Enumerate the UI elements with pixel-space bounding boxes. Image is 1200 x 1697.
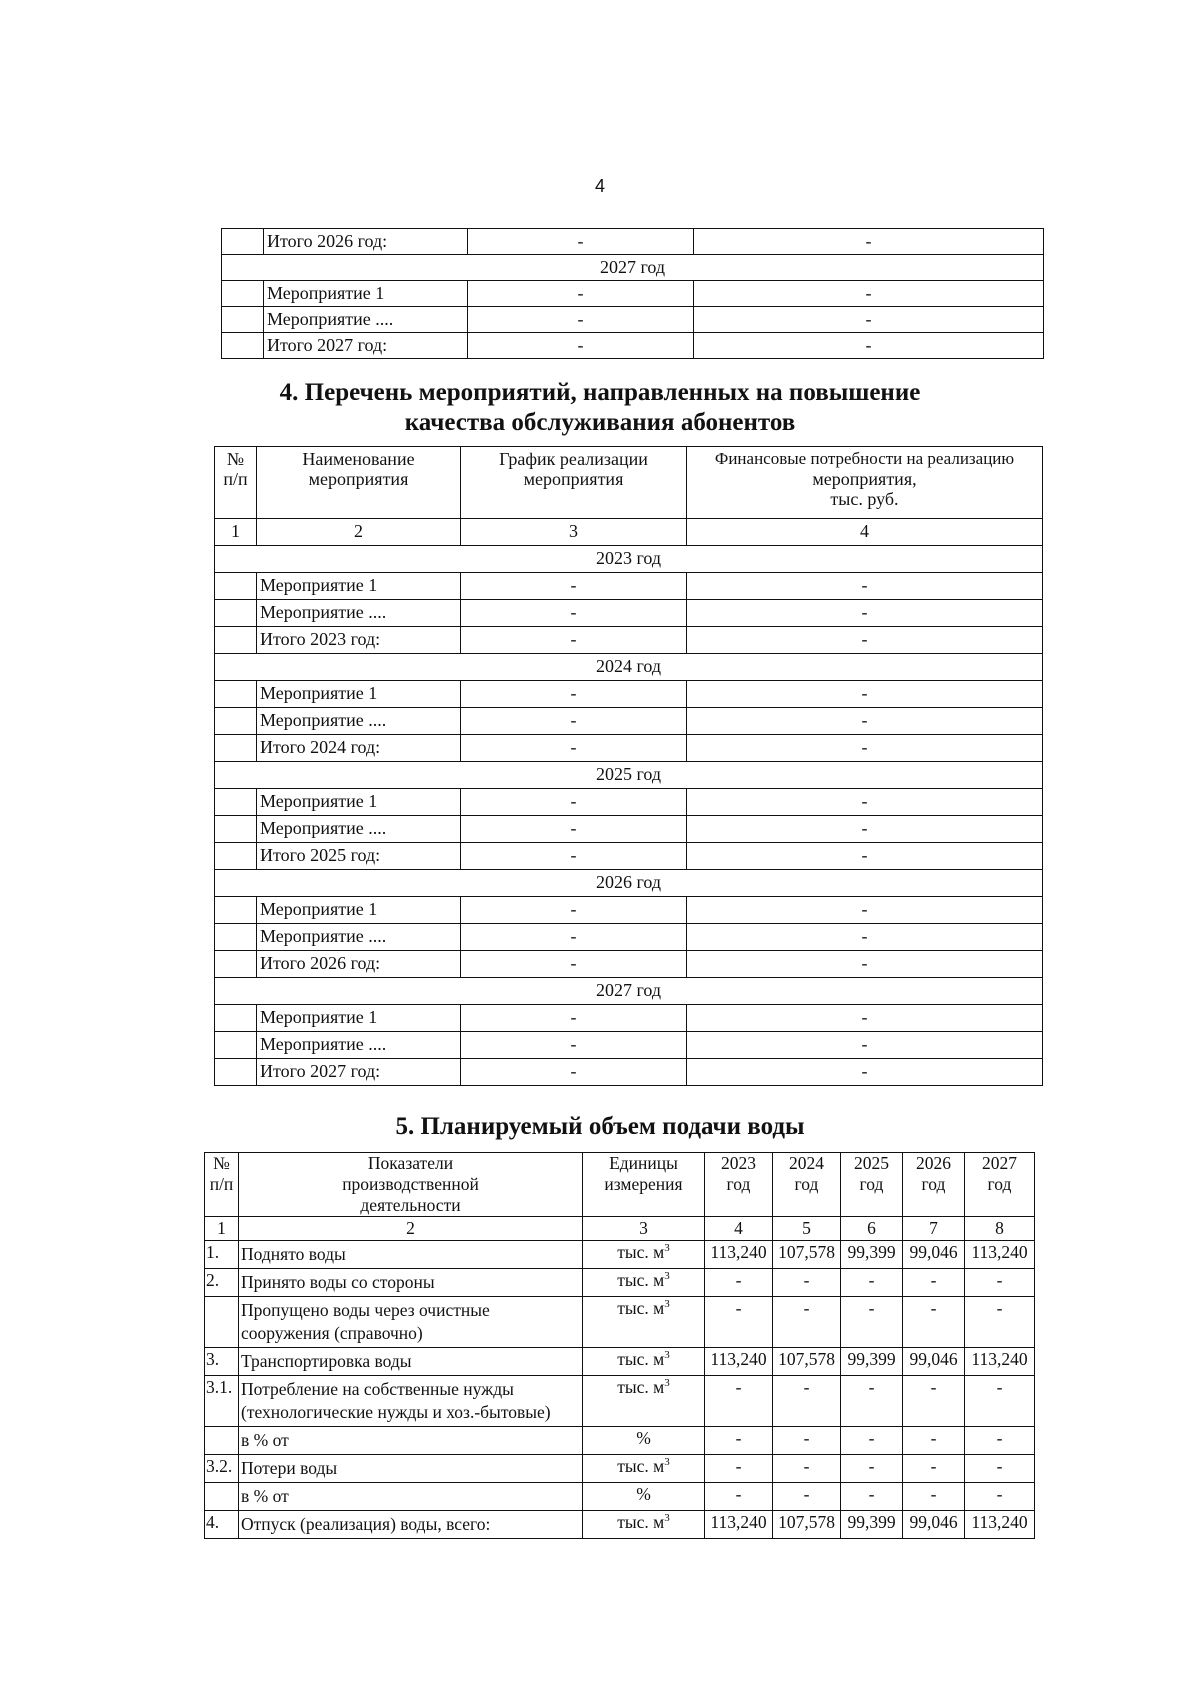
- row-value: 113,240: [965, 1241, 1035, 1269]
- unit-superscript: 3: [664, 1456, 670, 1469]
- row-num-cell: [215, 708, 257, 735]
- unit-text: тыс. м: [617, 1298, 665, 1318]
- table-row: [205, 1511, 1035, 1539]
- year-row: [215, 654, 1043, 681]
- table-row: [215, 897, 1043, 924]
- table-row: [205, 1241, 1035, 1269]
- row-num-cell: [215, 573, 257, 600]
- row-value: -: [705, 1269, 773, 1297]
- row-schedule: -: [461, 789, 687, 816]
- section4-title-line1: 4. Перечень мероприятий, направленных на повышение: [279, 379, 921, 406]
- row-number: [205, 1427, 239, 1455]
- header-schedule: График реализации мероприятия: [461, 447, 687, 519]
- row-name: Мероприятие 1: [257, 897, 461, 924]
- unit-superscript: 3: [664, 1270, 670, 1283]
- row-number: [205, 1297, 239, 1348]
- year-row: [215, 546, 1043, 573]
- year-label: 2026 год: [215, 870, 1043, 897]
- row-number: 2.: [205, 1269, 239, 1297]
- header-finance-line2: мероприятия,: [812, 469, 917, 489]
- row-value: -: [965, 1455, 1035, 1483]
- row-value: -: [705, 1455, 773, 1483]
- row-schedule: -: [468, 281, 694, 307]
- s5-header-num: № п/п: [205, 1153, 239, 1217]
- year-row: [215, 978, 1043, 1005]
- row-finance: -: [694, 333, 1044, 359]
- row-value: -: [773, 1376, 841, 1427]
- row-finance: -: [687, 789, 1043, 816]
- row-value: 113,240: [705, 1511, 773, 1539]
- row-value: 99,046: [903, 1511, 965, 1539]
- row-value: -: [841, 1427, 903, 1455]
- row-finance: -: [687, 627, 1043, 654]
- row-num-cell: [215, 924, 257, 951]
- row-number: 1.: [205, 1241, 239, 1269]
- row-num-cell: [215, 600, 257, 627]
- table-row: [205, 1455, 1035, 1483]
- row-value: 99,046: [903, 1241, 965, 1269]
- row-finance: -: [687, 708, 1043, 735]
- s5-header-indicator: Показатели производственной деятельности: [239, 1153, 583, 1217]
- row-value: -: [965, 1427, 1035, 1455]
- section5-colnum-row: [205, 1217, 1035, 1241]
- section5-table: [204, 1152, 1035, 1539]
- row-num-cell: [222, 229, 264, 255]
- row-value: -: [903, 1297, 965, 1348]
- unit-superscript: 3: [664, 1377, 670, 1390]
- table-row: [205, 1348, 1035, 1376]
- row-schedule: -: [461, 600, 687, 627]
- row-schedule: -: [468, 307, 694, 333]
- row-schedule: -: [461, 681, 687, 708]
- row-schedule: -: [461, 897, 687, 924]
- header-finance-line1: Финансовые потребности на реализацию: [714, 449, 1015, 468]
- row-value: 113,240: [965, 1348, 1035, 1376]
- unit-superscript: 3: [664, 1349, 670, 1362]
- colnum-1: 1: [215, 519, 257, 546]
- row-indicator: Принято воды со стороны: [239, 1269, 583, 1297]
- year-label: 2027 год: [215, 978, 1043, 1005]
- row-indicator: Потребление на собственные нужды (технологические нужды и хоз.-бытовые): [239, 1376, 583, 1427]
- row-value: -: [903, 1269, 965, 1297]
- row-value: -: [841, 1376, 903, 1427]
- table-row: [222, 229, 1044, 255]
- row-finance: -: [687, 573, 1043, 600]
- table-row: [215, 816, 1043, 843]
- row-value: -: [903, 1427, 965, 1455]
- colnum-4: 4: [687, 519, 1043, 546]
- s5-header-year: 2027 год: [965, 1153, 1035, 1217]
- row-unit: [583, 1427, 705, 1455]
- table-row: [205, 1427, 1035, 1455]
- row-value: -: [965, 1269, 1035, 1297]
- row-name: Мероприятие 1: [257, 573, 461, 600]
- section4-table: [214, 446, 1043, 1086]
- row-value: -: [705, 1483, 773, 1511]
- unit-text: тыс. м: [617, 1270, 665, 1290]
- table-row: [222, 281, 1044, 307]
- row-unit: [583, 1269, 705, 1297]
- unit-superscript: 3: [664, 1512, 670, 1525]
- unit-text: %: [636, 1484, 651, 1504]
- row-value: -: [705, 1297, 773, 1348]
- row-name: Итого 2027 год:: [264, 333, 468, 359]
- row-name: Мероприятие 1: [257, 789, 461, 816]
- table-row: [215, 789, 1043, 816]
- row-schedule: -: [461, 708, 687, 735]
- row-value: -: [841, 1297, 903, 1348]
- row-finance: -: [687, 1059, 1043, 1086]
- row-unit: [583, 1511, 705, 1539]
- table-row: [215, 600, 1043, 627]
- year-row: [215, 870, 1043, 897]
- row-schedule: -: [461, 1032, 687, 1059]
- header-finance-line3: тыс. руб.: [830, 489, 899, 509]
- table-row: [215, 951, 1043, 978]
- table-row: [215, 573, 1043, 600]
- row-indicator: Отпуск (реализация) воды, всего:: [239, 1511, 583, 1539]
- row-indicator: Пропущено воды через очистные сооружения (справочно): [239, 1297, 583, 1348]
- row-value: 107,578: [773, 1511, 841, 1539]
- row-value: -: [841, 1455, 903, 1483]
- year-row: [222, 255, 1044, 281]
- row-num-cell: [215, 789, 257, 816]
- row-unit: [583, 1376, 705, 1427]
- row-value: -: [773, 1483, 841, 1511]
- row-finance: -: [687, 681, 1043, 708]
- table-row: [205, 1269, 1035, 1297]
- row-value: 113,240: [705, 1241, 773, 1269]
- row-num-cell: [215, 1005, 257, 1032]
- row-value: 107,578: [773, 1348, 841, 1376]
- row-value: -: [965, 1376, 1035, 1427]
- row-indicator: Транспортировка воды: [239, 1348, 583, 1376]
- row-finance: -: [687, 897, 1043, 924]
- s5-header-unit: Единицы измерения: [583, 1153, 705, 1217]
- unit-superscript: 3: [664, 1242, 670, 1255]
- row-name: Итого 2026 год:: [264, 229, 468, 255]
- row-name: Мероприятие ....: [257, 600, 461, 627]
- row-name: Мероприятие ....: [257, 924, 461, 951]
- header-num: № п/п: [215, 447, 257, 519]
- row-name: Мероприятие 1: [264, 281, 468, 307]
- row-finance: -: [694, 281, 1044, 307]
- row-indicator: Потери воды: [239, 1455, 583, 1483]
- row-schedule: -: [461, 843, 687, 870]
- table-row: [215, 708, 1043, 735]
- row-number: 3.: [205, 1348, 239, 1376]
- row-unit: [583, 1455, 705, 1483]
- table-row: [215, 843, 1043, 870]
- s5-header-year: 2023 год: [705, 1153, 773, 1217]
- unit-text: тыс. м: [617, 1512, 665, 1532]
- year-label: 2024 год: [215, 654, 1043, 681]
- unit-text: тыс. м: [617, 1349, 665, 1369]
- row-number: [205, 1483, 239, 1511]
- year-label: 2025 год: [215, 762, 1043, 789]
- row-num-cell: [215, 897, 257, 924]
- unit-text: тыс. м: [617, 1377, 665, 1397]
- row-schedule: -: [468, 229, 694, 255]
- s5-header-year: 2025 год: [841, 1153, 903, 1217]
- unit-text: тыс. м: [617, 1242, 665, 1262]
- table-row: [222, 307, 1044, 333]
- row-value: -: [705, 1427, 773, 1455]
- row-schedule: -: [461, 1005, 687, 1032]
- row-value: -: [773, 1297, 841, 1348]
- row-value: 99,399: [841, 1348, 903, 1376]
- row-schedule: -: [461, 924, 687, 951]
- table-row: [222, 333, 1044, 359]
- s5-colnum: 4: [705, 1217, 773, 1241]
- row-name: Мероприятие 1: [257, 1005, 461, 1032]
- page-number: 4: [594, 176, 605, 196]
- year-row: [215, 762, 1043, 789]
- s5-colnum: 6: [841, 1217, 903, 1241]
- row-num-cell: [215, 843, 257, 870]
- table-row: [215, 1005, 1043, 1032]
- row-finance: -: [687, 816, 1043, 843]
- s5-colnum: 7: [903, 1217, 965, 1241]
- table-row: [215, 1032, 1043, 1059]
- row-value: 99,399: [841, 1511, 903, 1539]
- row-indicator: в % от: [239, 1427, 583, 1455]
- s5-colnum: 1: [205, 1217, 239, 1241]
- row-value: 107,578: [773, 1241, 841, 1269]
- row-value: -: [773, 1427, 841, 1455]
- row-finance: -: [687, 843, 1043, 870]
- header-name: Наименование мероприятия: [257, 447, 461, 519]
- table-row: [215, 924, 1043, 951]
- row-schedule: -: [468, 333, 694, 359]
- continuation-table: [221, 228, 1044, 359]
- row-value: -: [903, 1483, 965, 1511]
- row-num-cell: [215, 627, 257, 654]
- row-name: Итого 2026 год:: [257, 951, 461, 978]
- row-name: Мероприятие ....: [257, 816, 461, 843]
- unit-superscript: 3: [664, 1298, 670, 1311]
- row-name: Итого 2024 год:: [257, 735, 461, 762]
- row-name: Итого 2025 год:: [257, 843, 461, 870]
- row-value: -: [903, 1376, 965, 1427]
- year-label: 2023 год: [215, 546, 1043, 573]
- row-finance: -: [687, 951, 1043, 978]
- s5-colnum: 5: [773, 1217, 841, 1241]
- section5-title-text: 5. Планируемый объем подачи воды: [395, 1113, 805, 1140]
- row-schedule: -: [461, 735, 687, 762]
- row-name: Мероприятие 1: [257, 681, 461, 708]
- unit-text: тыс. м: [617, 1456, 665, 1476]
- row-value: -: [965, 1297, 1035, 1348]
- s5-colnum: 3: [583, 1217, 705, 1241]
- row-value: 113,240: [965, 1511, 1035, 1539]
- table-row: [215, 627, 1043, 654]
- row-value: -: [841, 1483, 903, 1511]
- row-value: -: [903, 1455, 965, 1483]
- row-num-cell: [215, 951, 257, 978]
- s5-colnum: 2: [239, 1217, 583, 1241]
- row-unit: [583, 1348, 705, 1376]
- row-num-cell: [222, 333, 264, 359]
- table-row: [205, 1376, 1035, 1427]
- row-name: Мероприятие ....: [257, 1032, 461, 1059]
- row-finance: -: [687, 600, 1043, 627]
- row-finance: -: [687, 924, 1043, 951]
- row-number: 4.: [205, 1511, 239, 1539]
- row-schedule: -: [461, 573, 687, 600]
- row-name: Мероприятие ....: [257, 708, 461, 735]
- row-name: Итого 2027 год:: [257, 1059, 461, 1086]
- row-num-cell: [215, 735, 257, 762]
- row-number: 3.1.: [205, 1376, 239, 1427]
- row-schedule: -: [461, 1059, 687, 1086]
- section4-title-line2: качества обслуживания абонентов: [404, 409, 796, 436]
- table-row: [215, 735, 1043, 762]
- year-label: 2027 год: [222, 255, 1044, 281]
- row-indicator: Поднято воды: [239, 1241, 583, 1269]
- row-schedule: -: [461, 951, 687, 978]
- s5-colnum: 8: [965, 1217, 1035, 1241]
- row-finance: -: [694, 229, 1044, 255]
- row-unit: [583, 1297, 705, 1348]
- section4-header-row: [215, 447, 1043, 519]
- row-num-cell: [215, 681, 257, 708]
- row-unit: [583, 1241, 705, 1269]
- section4-colnum-row: [215, 519, 1043, 546]
- table-row: [215, 681, 1043, 708]
- row-num-cell: [215, 816, 257, 843]
- row-value: -: [841, 1269, 903, 1297]
- table-row: [205, 1483, 1035, 1511]
- row-finance: -: [687, 735, 1043, 762]
- row-schedule: -: [461, 627, 687, 654]
- row-value: 99,399: [841, 1241, 903, 1269]
- row-finance: -: [694, 307, 1044, 333]
- row-schedule: -: [461, 816, 687, 843]
- table-row: [205, 1297, 1035, 1348]
- row-value: -: [705, 1376, 773, 1427]
- colnum-3: 3: [461, 519, 687, 546]
- header-finance: [687, 447, 1043, 519]
- section4-title: [0, 378, 1200, 438]
- row-num-cell: [222, 281, 264, 307]
- row-value: -: [965, 1483, 1035, 1511]
- unit-text: %: [636, 1428, 651, 1448]
- row-num-cell: [215, 1059, 257, 1086]
- row-value: 99,046: [903, 1348, 965, 1376]
- row-num-cell: [222, 307, 264, 333]
- row-name: Итого 2023 год:: [257, 627, 461, 654]
- row-value: -: [773, 1455, 841, 1483]
- table-row: [215, 1059, 1043, 1086]
- s5-header-year: 2024 год: [773, 1153, 841, 1217]
- row-indicator: в % от: [239, 1483, 583, 1511]
- row-finance: -: [687, 1032, 1043, 1059]
- row-unit: [583, 1483, 705, 1511]
- row-value: -: [773, 1269, 841, 1297]
- section5-header-row: [205, 1153, 1035, 1217]
- row-value: 113,240: [705, 1348, 773, 1376]
- colnum-2: 2: [257, 519, 461, 546]
- row-num-cell: [215, 1032, 257, 1059]
- row-name: Мероприятие ....: [264, 307, 468, 333]
- s5-header-year: 2026 год: [903, 1153, 965, 1217]
- row-finance: -: [687, 1005, 1043, 1032]
- row-number: 3.2.: [205, 1455, 239, 1483]
- section5-title: [0, 1112, 1200, 1142]
